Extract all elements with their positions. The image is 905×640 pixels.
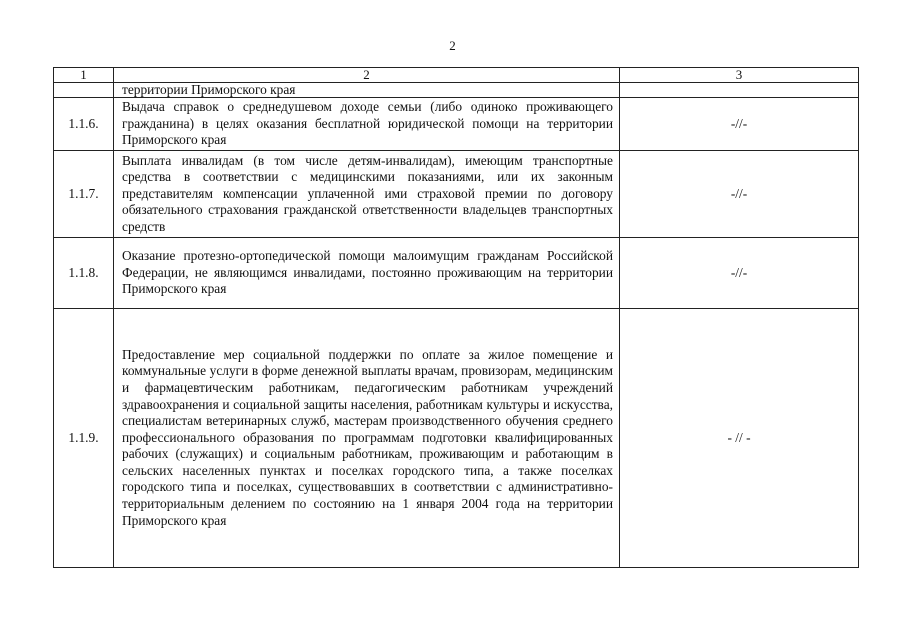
row-reference: -//-	[620, 238, 859, 309]
column-header-3: 3	[620, 68, 859, 83]
services-table	[53, 67, 859, 568]
row-description-text: Выплата инвалидам (в том числе детям-инвалидам), имеющим транспортные средства в соответствии с медицинскими показаниями, или их законным представителям компенсации уплаченной ими страховой премии по договору обязательного страхования гражданской ответственности владельцев транспортных средств	[122, 152, 613, 234]
continuation-row	[54, 83, 859, 98]
row-number: 1.1.9.	[54, 309, 114, 568]
row-description-text: Выдача справок о среднедушевом доходе семьи (либо одиноко проживающего гражданина) в целях оказания бесплатной юридической помощи на территории Приморского края	[122, 99, 613, 148]
column-header-2: 2	[114, 68, 620, 83]
row-description-text: Предоставление мер социальной поддержки по оплате за жилое помещение и коммунальные услуги в форме денежной выплаты врачам, провизорам, медицинским и фармацевтическим работникам, педагогическим работникам учреждений здравоохранения и социальной защиты населения, работникам культуры и искусства, специалистам ветеринарных служб, мастерам производственного обучения среднего профессионального образования по программам подготовки квалифицированных рабочих (служащих) и социальным работникам, проживающим и работающим в сельских населенных пунктах и поселках городского типа, а также поселках городского типа и поселках, существовавших в соответствии с административно-территориальным делением по состоянию на 1 января 2004 года на территории Приморского края	[122, 346, 613, 528]
table-row	[54, 309, 859, 568]
continuation-ref-cell	[620, 83, 859, 98]
row-reference: -//-	[620, 151, 859, 238]
column-header-1: 1	[54, 68, 114, 83]
row-description	[114, 309, 620, 568]
row-description	[114, 151, 620, 238]
row-reference: -//-	[620, 98, 859, 151]
table-row	[54, 238, 859, 309]
row-description	[114, 238, 620, 309]
continuation-num-cell	[54, 83, 114, 98]
row-number: 1.1.7.	[54, 151, 114, 238]
table-row	[54, 151, 859, 238]
page-number: 2	[449, 38, 456, 53]
row-description	[114, 98, 620, 151]
row-number: 1.1.8.	[54, 238, 114, 309]
row-description-text: Оказание протезно-ортопедической помощи малоимущим гражданам Российской Федерации, не являющимся инвалидами, постоянно проживающим на территории Приморского края	[122, 248, 613, 297]
table-header-row	[54, 68, 859, 83]
table-row	[54, 98, 859, 151]
row-number: 1.1.6.	[54, 98, 114, 151]
continuation-text: территории Приморского края	[114, 83, 620, 98]
row-reference: - // -	[620, 309, 859, 568]
